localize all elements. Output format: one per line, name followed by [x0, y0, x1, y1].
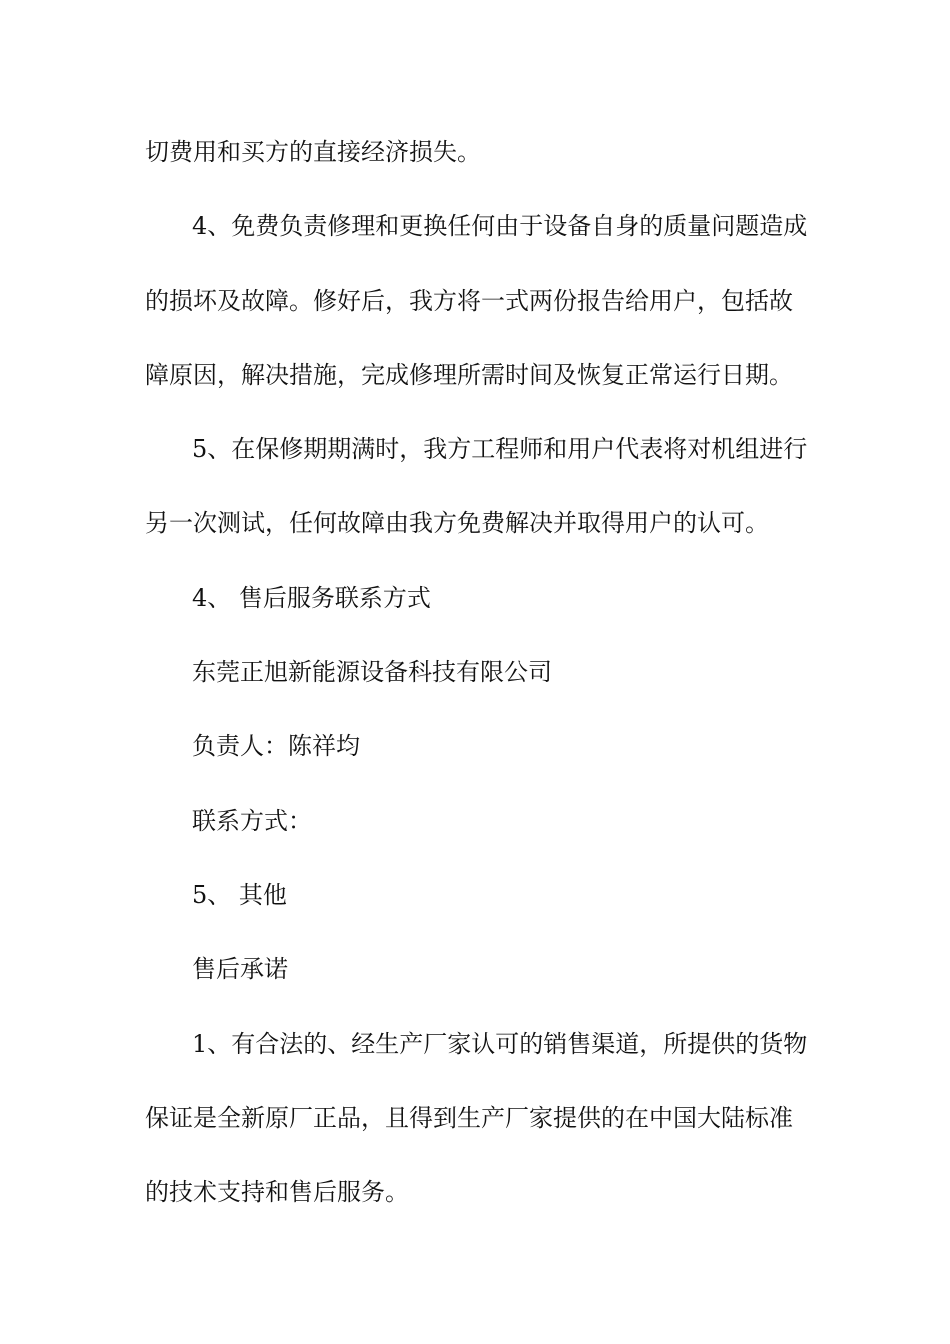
- company-name: 东莞正旭新能源设备科技有限公司: [192, 658, 552, 686]
- paragraph-line: 1、有合法的、经生产厂家认可的销售渠道，所提供的货物: [192, 1030, 808, 1058]
- section-heading: 4、 售后服务联系方式: [192, 584, 431, 612]
- paragraph-line: 另一次测试，任何故障由我方免费解决并取得用户的认可。: [145, 509, 769, 537]
- paragraph-line: 4、免费负责修理和更换任何由于设备自身的质量问题造成: [192, 212, 808, 240]
- paragraph-line: 5、在保修期期满时，我方工程师和用户代表将对机组进行: [192, 435, 808, 463]
- contact-method: 联系方式：: [192, 807, 312, 835]
- section-heading: 5、 其他: [192, 881, 287, 909]
- paragraph-line: 障原因，解决措施，完成修理所需时间及恢复正常运行日期。: [145, 361, 793, 389]
- paragraph-line: 的技术支持和售后服务。: [145, 1178, 409, 1206]
- paragraph-line: 的损坏及故障。修好后，我方将一式两份报告给用户，包括故: [145, 287, 793, 315]
- paragraph-line: 保证是全新原厂正品，且得到生产厂家提供的在中国大陆标准: [145, 1104, 793, 1132]
- subsection-title: 售后承诺: [192, 955, 288, 983]
- contact-person: 负责人：陈祥均: [192, 732, 360, 760]
- paragraph-line: 切费用和买方的直接经济损失。: [145, 138, 481, 166]
